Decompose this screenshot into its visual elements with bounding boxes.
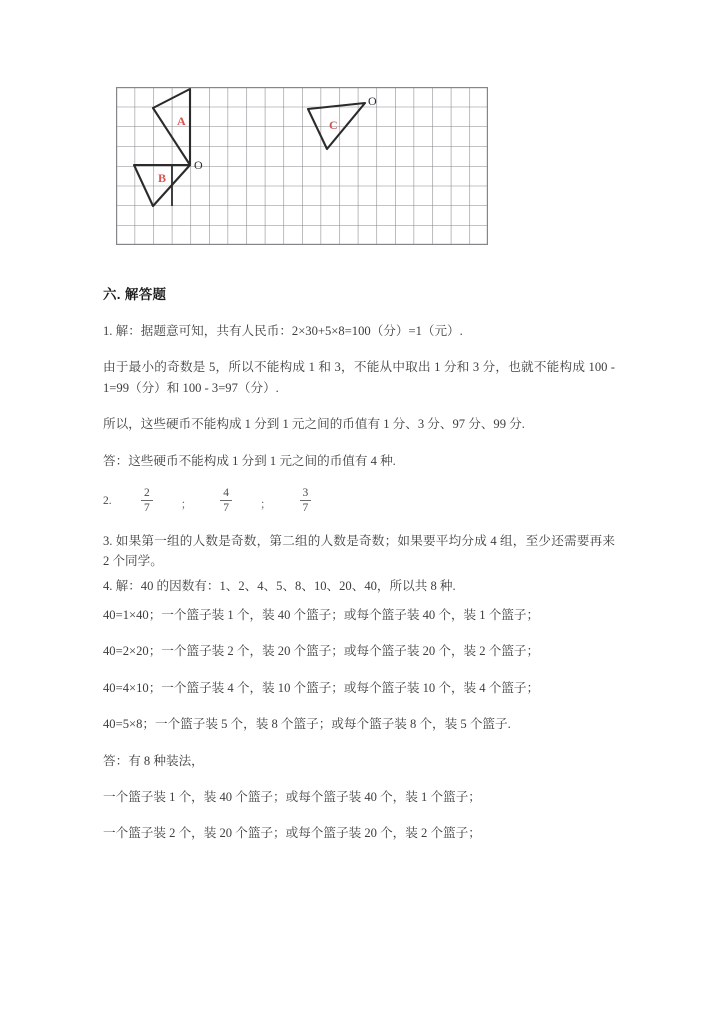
answer-q4-line4: 40=4×10；一个篮子装 4 个，装 10 个篮子；或每个篮子装 10 个，装 4 个篮子； [103,680,540,695]
shape-label-b: B [158,171,167,185]
fraction-separator-2: ； [260,498,272,511]
fraction-2 [220,487,232,515]
answers-content [103,283,615,860]
answer-q3-line1: 3. 如果第一组的人数是奇数，第二组的人数是奇数；如果要平均分成 4 组，至少还需要再来 2 个同学。 [103,533,615,569]
fraction-3-numerator: 3 [302,486,309,499]
answer-q1-line3: 所以，这些硬币不能构成 1 分到 1 元之间的币值有 1 分、3 分、97 分、99 分. [103,417,525,432]
point-label-o-right: O [368,94,377,108]
fraction-1-numerator: 2 [144,486,150,499]
answer-q4-line6: 答：有 8 种装法， [103,753,204,768]
point-label-o-left: O [194,158,203,172]
answer-q2-fractions [103,487,615,515]
fraction-3 [300,487,312,515]
answer-q4-line3: 40=2×20；一个篮子装 2 个，装 20 个篮子；或每个篮子装 20 个，装 2 个篮子； [103,644,540,659]
shape-label-c: C [329,118,338,132]
answer-q4-line1: 4. 解：40 的因数有：1、2、4、5、8、10、20、40，所以共 8 种. [103,578,456,593]
figure-svg [116,87,488,245]
shape-label-a: A [177,114,186,128]
section-title: 六. 解答题 [103,287,167,302]
answer-q1-line4: 答：这些硬币不能构成 1 分到 1 元之间的币值有 4 种. [103,453,396,468]
answer-q4-line8: 一个篮子装 2 个，装 20 个篮子；或每个篮子装 20 个，装 2 个篮子； [103,826,481,841]
fraction-1 [141,487,153,515]
answer-q1-line1: 1. 解：据题意可知，共有人民币：2×30+5×8=100（分）=1（元）. [103,324,463,338]
fraction-2-numerator: 4 [223,486,229,499]
fraction-3-denominator: 7 [300,500,312,514]
rotation-grid-figure [116,87,488,245]
answer-q4-line7: 一个篮子装 1 个，装 40 个篮子；或每个篮子装 40 个，装 1 个篮子； [103,789,481,804]
answer-q4-line2: 40=1×40；一个篮子装 1 个，装 40 个篮子；或每个篮子装 40 个，装 1 个篮子； [103,607,540,622]
answer-q2-index: 2. [103,494,112,507]
fraction-1-denominator: 7 [141,500,153,514]
fraction-separator-1: ； [180,498,193,511]
fraction-2-denominator: 7 [220,500,232,514]
answer-q4-line5: 40=5×8；一个篮子装 5 个，装 8 个篮子；或每个篮子装 8 个，装 5 个篮子. [103,717,511,732]
answer-q1-line2: 由于最小的奇数是 5，所以不能构成 1 和 3，不能从中取出 1 分和 3 分，也就不能构成 100 - 1=99（分）和 100 - 3=97（分）. [103,360,615,395]
